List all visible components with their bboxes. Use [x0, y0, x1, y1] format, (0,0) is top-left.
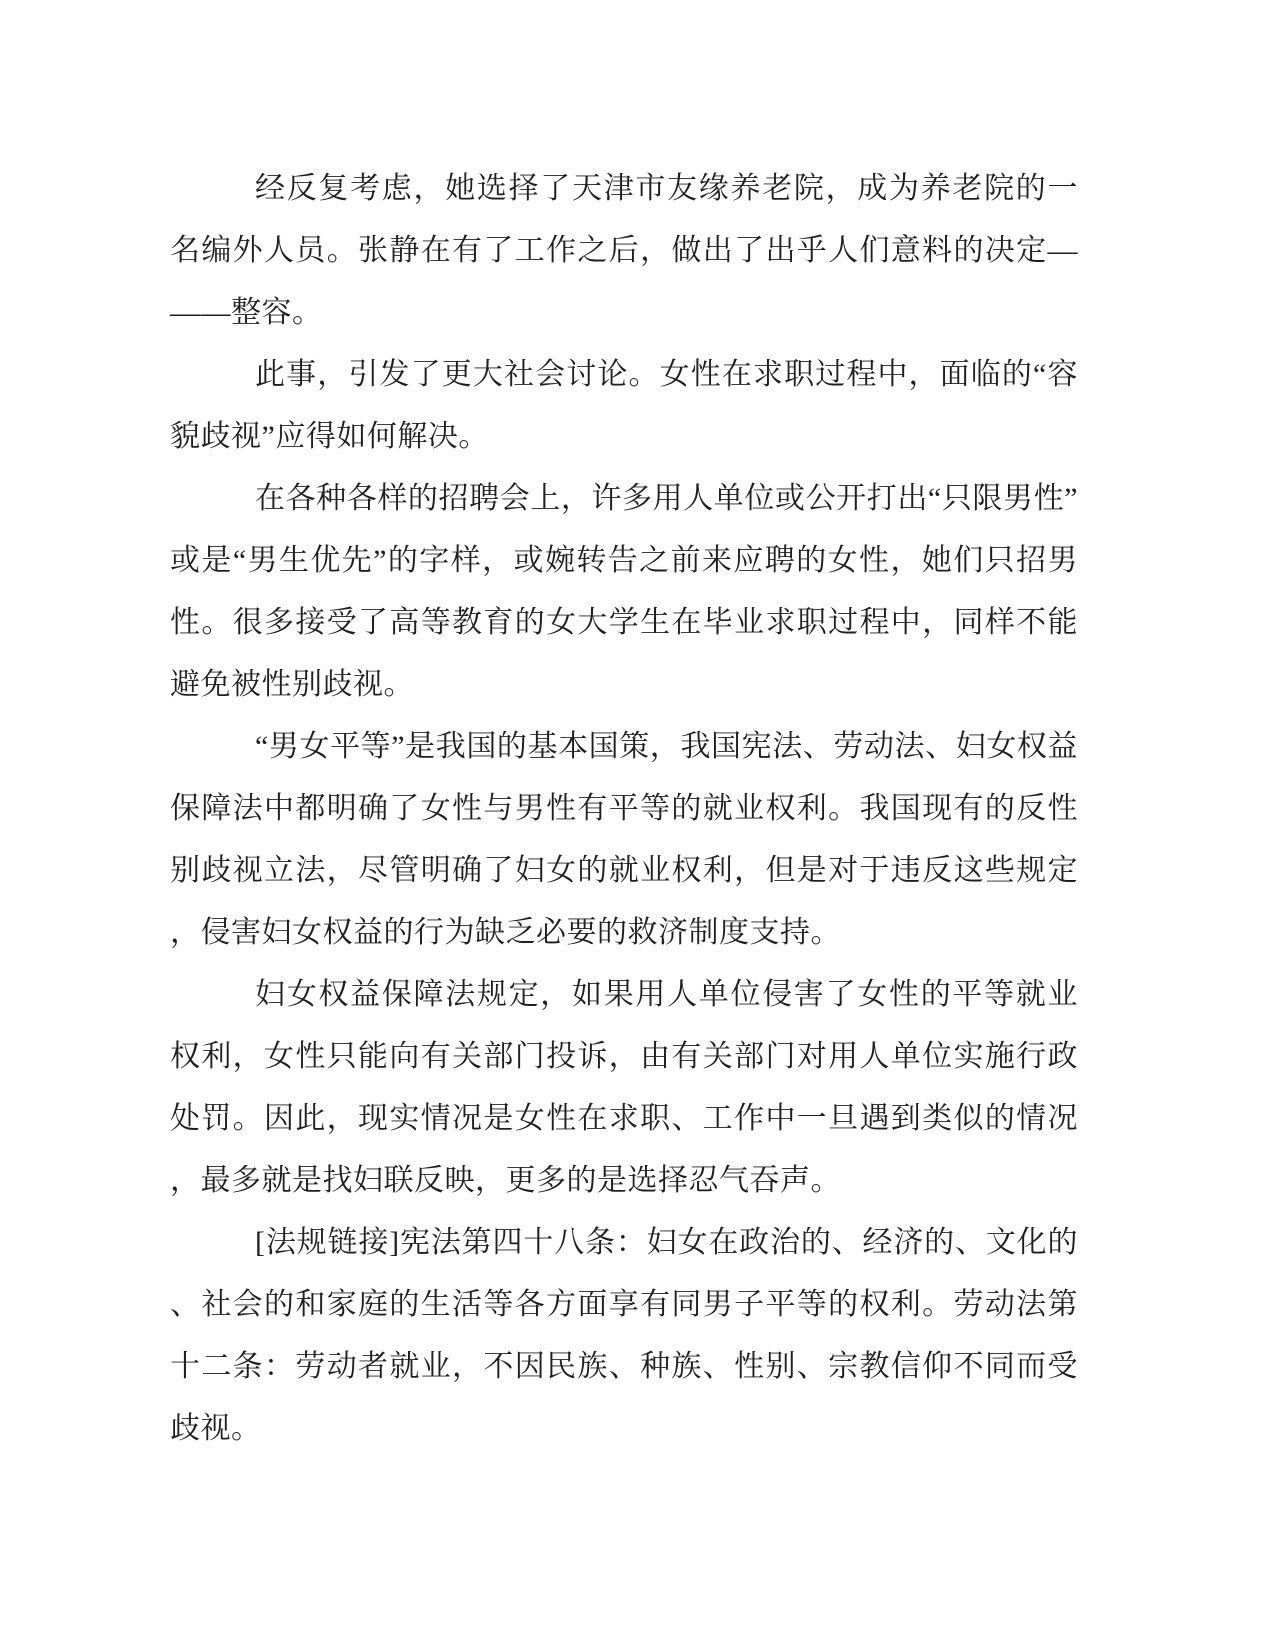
paragraph-2: 此事，引发了更大社会讨论。女性在求职过程中，面临的“容貌歧视”应得如何解决。	[170, 358, 1078, 453]
paragraph-4: “男女平等”是我国的基本国策，我国宪法、劳动法、妇女权益保障法中都明确了女性与男性有平等的就业权利。我国现有的反性别歧视立法，尽管明确了妇女的就业权利，但是对于违反这些规定，侵害妇女权益的行为缺乏必要的救济制度支持。	[170, 730, 1078, 949]
text-block	[170, 158, 1078, 1460]
paragraph-3: 在各种各样的招聘会上，许多用人单位或公开打出“只限男性”或是“男生优先”的字样，或婉转告之前来应聘的女性，她们只招男性。很多接受了高等教育的女大学生在毕业求职过程中，同样不能避免被性别歧视。	[170, 482, 1078, 701]
paragraph-5: 妇女权益保障法规定，如果用人单位侵害了女性的平等就业权利，女性只能向有关部门投诉，由有关部门对用人单位实施行政处罚。因此，现实情况是女性在求职、工作中一旦遇到类似的情况，最多就是找妇联反映，更多的是选择忍气吞声。	[170, 978, 1078, 1197]
paragraph-1: 经反复考虑，她选择了天津市友缘养老院，成为养老院的一名编外人员。张静在有了工作之后，做出了出乎人们意料的决定———整容。	[170, 172, 1078, 329]
paragraph-6: [法规链接]宪法第四十八条：妇女在政治的、经济的、文化的、社会的和家庭的生活等各方面享有同男子平等的权利。劳动法第十二条：劳动者就业，不因民族、种族、性别、宗教信仰不同而受歧视。	[170, 1226, 1078, 1445]
